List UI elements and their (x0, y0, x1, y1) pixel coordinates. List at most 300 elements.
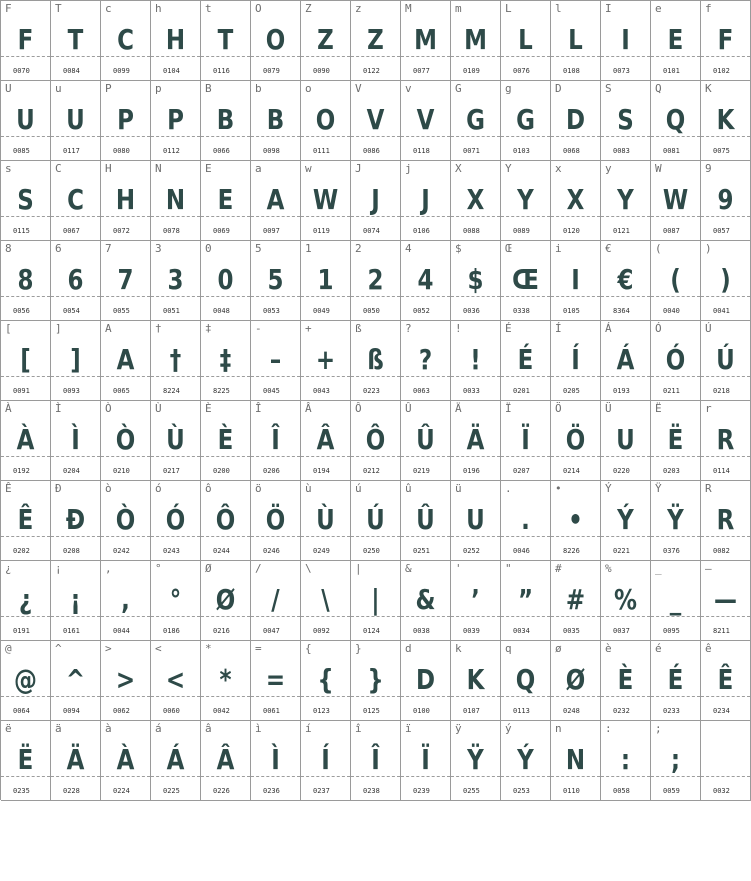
glyph-cell-code: 0094 (63, 707, 80, 715)
glyph-cell (201, 1, 251, 81)
glyph-cell (551, 481, 601, 561)
glyph-cell-label: ö (255, 482, 262, 495)
glyph-cell-baseline (1, 136, 50, 137)
glyph-cell (351, 401, 401, 481)
glyph-cell (451, 721, 501, 801)
glyph-cell (1, 481, 51, 561)
glyph-cell-label: b (255, 82, 262, 95)
glyph-cell (151, 161, 201, 241)
glyph-cell-baseline (301, 776, 350, 777)
glyph-cell-baseline (251, 136, 300, 137)
glyph-cell-baseline (701, 776, 750, 777)
glyph-cell-label: 9 (705, 162, 712, 175)
glyph-cell-baseline (551, 536, 600, 537)
glyph-cell-label: ü (455, 482, 462, 495)
glyph-cell (551, 721, 601, 801)
glyph-cell-preview: Ÿ (667, 503, 684, 536)
glyph-cell-code: 0058 (613, 787, 630, 795)
glyph-cell-baseline (401, 296, 450, 297)
glyph-cell-label: / (255, 562, 262, 575)
glyph-cell-preview: + (315, 343, 336, 376)
glyph-cell-code: 0224 (113, 787, 130, 795)
glyph-cell-baseline (651, 296, 700, 297)
glyph-cell-label: d (405, 642, 412, 655)
glyph-cell-preview: A (266, 183, 285, 216)
glyph-cell (551, 161, 601, 241)
glyph-cell (101, 401, 151, 481)
glyph-cell (51, 401, 101, 481)
glyph-cell-preview: ^ (65, 663, 86, 696)
glyph-cell-label: ë (5, 722, 12, 735)
glyph-cell (1, 561, 51, 641)
glyph-cell-baseline (351, 616, 400, 617)
glyph-cell-baseline (601, 136, 650, 137)
glyph-cell-preview: Á (616, 343, 635, 376)
glyph-cell-label: 4 (405, 242, 412, 255)
glyph-cell (1, 721, 51, 801)
glyph-cell-preview: Û (416, 423, 435, 456)
glyph-cell-baseline (601, 216, 650, 217)
glyph-cell (101, 641, 151, 721)
glyph-cell-baseline (601, 536, 650, 537)
glyph-cell-label: j (405, 162, 412, 175)
glyph-cell (651, 721, 701, 801)
glyph-cell-code: 0059 (663, 787, 680, 795)
glyph-cell-baseline (351, 296, 400, 297)
glyph-cell-code: 0220 (613, 467, 630, 475)
glyph-cell-code: 0250 (363, 547, 380, 555)
glyph-cell-label: n (555, 722, 562, 735)
glyph-cell-preview: Ï (421, 743, 430, 776)
glyph-cell-label: ' (455, 562, 462, 575)
glyph-cell-baseline (51, 216, 100, 217)
glyph-cell-baseline (1, 376, 50, 377)
glyph-cell-label: P (105, 82, 112, 95)
glyph-cell (401, 721, 451, 801)
glyph-cell-baseline (651, 376, 700, 377)
glyph-cell-label: ò (105, 482, 112, 495)
glyph-cell-label: * (205, 642, 212, 655)
glyph-cell-code: 0186 (163, 627, 180, 635)
glyph-cell-label: v (405, 82, 412, 95)
glyph-cell (651, 161, 701, 241)
glyph-cell-label: 8 (5, 242, 12, 255)
glyph-cell-code: 0119 (313, 227, 330, 235)
glyph-cell-code: 0036 (463, 307, 480, 315)
glyph-cell-code: 0045 (263, 387, 280, 395)
glyph-cell-baseline (701, 616, 750, 617)
glyph-cell-code: 0060 (163, 707, 180, 715)
glyph-cell-code: 0038 (413, 627, 430, 635)
glyph-cell-preview: G (516, 103, 535, 136)
glyph-cell-baseline (501, 616, 550, 617)
glyph-cell (551, 561, 601, 641)
glyph-cell (651, 321, 701, 401)
glyph-cell-baseline (51, 376, 100, 377)
glyph-cell-code: 8211 (713, 627, 730, 635)
glyph-cell-code: 0086 (363, 147, 380, 155)
glyph-cell-baseline (601, 296, 650, 297)
glyph-cell-baseline (701, 296, 750, 297)
glyph-cell (551, 241, 601, 321)
glyph-cell (401, 641, 451, 721)
glyph-cell-preview: W (662, 183, 689, 216)
glyph-cell-label: ° (155, 562, 162, 575)
glyph-cell-baseline (301, 216, 350, 217)
glyph-cell-code: 0101 (663, 67, 680, 75)
glyph-cell-preview: Á (166, 743, 185, 776)
glyph-cell-preview: K (716, 103, 735, 136)
glyph-cell-preview: É (667, 663, 684, 696)
glyph-cell-baseline (501, 776, 550, 777)
glyph-cell-preview: Ø (215, 583, 236, 616)
glyph-cell (701, 721, 751, 801)
glyph-cell-preview: X (466, 183, 485, 216)
glyph-cell-label: ó (155, 482, 162, 495)
glyph-cell-preview: Ú (716, 343, 735, 376)
glyph-cell-label: \ (305, 562, 312, 575)
glyph-cell-preview: { (317, 663, 334, 696)
glyph-cell-preview: Ò (115, 503, 136, 536)
glyph-cell-preview: † (169, 343, 182, 376)
glyph-cell-code: 0050 (363, 307, 380, 315)
glyph-cell-label: ) (705, 242, 712, 255)
glyph-cell-baseline (201, 296, 250, 297)
glyph-cell (601, 1, 651, 81)
glyph-cell-baseline (551, 616, 600, 617)
glyph-cell-baseline (501, 296, 550, 297)
glyph-cell (251, 561, 301, 641)
glyph-cell-label: ¡ (55, 562, 62, 575)
glyph-cell-baseline (251, 56, 300, 57)
glyph-cell-preview: Î (371, 743, 380, 776)
glyph-cell-label: Ò (105, 402, 112, 415)
glyph-cell-preview: Z (317, 23, 334, 56)
glyph-cell (101, 321, 151, 401)
glyph-cell-label: À (5, 402, 12, 415)
glyph-cell-label: T (55, 2, 62, 15)
glyph-cell-label: ‡ (205, 322, 212, 335)
glyph-cell-preview: R (716, 423, 735, 456)
glyph-cell-code: 0071 (463, 147, 480, 155)
glyph-cell (701, 641, 751, 721)
glyph-cell-preview: P (117, 103, 134, 136)
glyph-cell-preview: T (217, 23, 234, 56)
glyph-cell-code: 0099 (113, 67, 130, 75)
glyph-cell (351, 161, 401, 241)
glyph-cell-code: 0055 (113, 307, 130, 315)
glyph-cell-label: u (55, 82, 62, 95)
glyph-cell-preview: Ê (17, 503, 34, 536)
glyph-cell-baseline (401, 56, 450, 57)
glyph-cell-label: Ð (55, 482, 62, 495)
glyph-cell-baseline (251, 456, 300, 457)
glyph-cell-preview: 3 (167, 263, 184, 296)
glyph-cell (101, 241, 151, 321)
glyph-cell-code: 0035 (563, 627, 580, 635)
glyph-cell-code: 0074 (363, 227, 380, 235)
glyph-cell-label: F (5, 2, 12, 15)
glyph-cell-code: 0091 (13, 387, 30, 395)
glyph-cell-baseline (551, 456, 600, 457)
glyph-cell-code: 0123 (313, 707, 330, 715)
glyph-cell-preview: Q (665, 103, 686, 136)
glyph-cell (201, 401, 251, 481)
glyph-cell-label: f (705, 2, 712, 15)
glyph-cell-label: A (105, 322, 112, 335)
glyph-cell-code: 0047 (263, 627, 280, 635)
glyph-cell-code: 0251 (413, 547, 430, 555)
glyph-cell (601, 561, 651, 641)
glyph-cell-code: 0037 (613, 627, 630, 635)
glyph-cell (1, 321, 51, 401)
glyph-cell (101, 161, 151, 241)
glyph-cell-code: 0107 (463, 707, 480, 715)
glyph-cell-baseline (501, 376, 550, 377)
glyph-cell-label: ^ (55, 642, 62, 655)
glyph-cell-preview: C (67, 183, 84, 216)
glyph-cell-preview: X (566, 183, 585, 216)
glyph-cell-baseline (201, 616, 250, 617)
glyph-cell (201, 641, 251, 721)
glyph-cell-label: C (55, 162, 62, 175)
glyph-cell-label: S (605, 82, 612, 95)
glyph-cell-code: 0033 (463, 387, 480, 395)
glyph-cell-baseline (401, 376, 450, 377)
glyph-cell (1, 641, 51, 721)
glyph-cell-label: ; (655, 722, 662, 735)
glyph-cell-label: $ (455, 242, 462, 255)
glyph-cell-label: % (605, 562, 612, 575)
glyph-cell-baseline (701, 56, 750, 57)
glyph-cell-preview: T (67, 23, 84, 56)
glyph-cell-preview: < (165, 663, 186, 696)
glyph-cell-baseline (351, 136, 400, 137)
glyph-cell-code: 8226 (563, 547, 580, 555)
glyph-cell-code: 0040 (663, 307, 680, 315)
glyph-cell (451, 641, 501, 721)
glyph-cell (101, 1, 151, 81)
glyph-cell-code: 0076 (513, 67, 530, 75)
glyph-cell-label: e (655, 2, 662, 15)
glyph-cell-baseline (401, 776, 450, 777)
glyph-cell-code: 0217 (163, 467, 180, 475)
glyph-cell-label: ä (55, 722, 62, 735)
glyph-cell-baseline (351, 56, 400, 57)
glyph-cell (301, 1, 351, 81)
glyph-cell (501, 401, 551, 481)
glyph-cell-preview: L (518, 23, 533, 56)
glyph-cell-code: 0253 (513, 787, 530, 795)
glyph-cell-code: 0200 (213, 467, 230, 475)
glyph-cell-baseline (151, 696, 200, 697)
glyph-cell-label: Ê (5, 482, 12, 495)
glyph-cell-preview: $ (467, 263, 484, 296)
glyph-cell-baseline (101, 696, 150, 697)
glyph-cell-preview: ” (517, 583, 534, 616)
glyph-cell-baseline (251, 776, 300, 777)
glyph-cell (551, 321, 601, 401)
glyph-cell-preview: = (265, 663, 286, 696)
glyph-cell-preview: S (17, 183, 34, 216)
glyph-cell (451, 321, 501, 401)
glyph-cell (501, 481, 551, 561)
glyph-cell-baseline (601, 56, 650, 57)
glyph-cell-preview: E (667, 23, 684, 56)
glyph-cell-baseline (301, 296, 350, 297)
glyph-cell (701, 401, 751, 481)
glyph-cell-baseline (551, 216, 600, 217)
glyph-cell-code: 0228 (63, 787, 80, 795)
glyph-cell-preview: Ê (717, 663, 734, 696)
glyph-cell-preview: Ú (366, 503, 385, 536)
glyph-cell-preview: M (464, 23, 487, 56)
glyph-cell (601, 641, 651, 721)
glyph-cell-code: 0117 (63, 147, 80, 155)
glyph-cell (151, 321, 201, 401)
glyph-cell (151, 641, 201, 721)
glyph-cell-baseline (601, 616, 650, 617)
glyph-cell-code: 0063 (413, 387, 430, 395)
glyph-cell-code: 0062 (113, 707, 130, 715)
glyph-cell-code: 0206 (263, 467, 280, 475)
glyph-cell-baseline (151, 216, 200, 217)
glyph-cell-baseline (1, 56, 50, 57)
glyph-cell (251, 401, 301, 481)
glyph-cell-label: O (255, 2, 262, 15)
glyph-cell-label: X (455, 162, 462, 175)
glyph-cell-code: 0088 (463, 227, 480, 235)
glyph-cell-label: } (355, 642, 362, 655)
glyph-cell-code: 0092 (313, 627, 330, 635)
glyph-cell-code: 0193 (613, 387, 630, 395)
glyph-cell (1, 81, 51, 161)
glyph-cell-label: ï (405, 722, 412, 735)
glyph-cell (1, 161, 51, 241)
glyph-cell-label: W (655, 162, 662, 175)
glyph-cell-label: é (655, 642, 662, 655)
glyph-cell-label: Y (505, 162, 512, 175)
glyph-cell-preview: U (66, 103, 85, 136)
glyph-cell-preview: O (265, 23, 286, 56)
glyph-cell-code: 0233 (663, 707, 680, 715)
glyph-cell-baseline (601, 696, 650, 697)
glyph-cell-baseline (351, 376, 400, 377)
glyph-cell-baseline (101, 136, 150, 137)
glyph-cell (151, 481, 201, 561)
glyph-cell-code: 0049 (313, 307, 330, 315)
glyph-cell (651, 481, 701, 561)
glyph-cell-baseline (101, 56, 150, 57)
glyph-cell-baseline (651, 216, 700, 217)
glyph-cell (601, 241, 651, 321)
glyph-cell (51, 641, 101, 721)
glyph-cell (401, 561, 451, 641)
glyph-cell-baseline (701, 136, 750, 137)
glyph-cell (201, 81, 251, 161)
glyph-cell-label: € (605, 242, 612, 255)
glyph-cell-label: ù (305, 482, 312, 495)
glyph-cell-baseline (551, 296, 600, 297)
glyph-cell-baseline (651, 696, 700, 697)
glyph-cell-code: 0048 (213, 307, 230, 315)
glyph-cell (351, 241, 401, 321)
glyph-cell-label: Á (605, 322, 612, 335)
glyph-cell-baseline (201, 456, 250, 457)
glyph-cell-label: & (405, 562, 412, 575)
glyph-cell-code: 0214 (563, 467, 580, 475)
glyph-cell-baseline (651, 776, 700, 777)
glyph-cell (551, 81, 601, 161)
glyph-cell (451, 81, 501, 161)
glyph-cell-code: 0093 (63, 387, 80, 395)
glyph-cell-code: 0118 (413, 147, 430, 155)
glyph-cell-label: N (155, 162, 162, 175)
glyph-cell-label: è (605, 642, 612, 655)
glyph-cell-preview: Z (367, 23, 384, 56)
glyph-cell-label: È (205, 402, 212, 415)
glyph-cell-baseline (101, 456, 150, 457)
glyph-cell (1, 401, 51, 481)
glyph-cell (201, 241, 251, 321)
glyph-cell-baseline (301, 616, 350, 617)
glyph-cell-baseline (151, 56, 200, 57)
glyph-cell-label: à (105, 722, 112, 735)
glyph-cell-preview: È (217, 423, 234, 456)
glyph-cell-baseline (251, 376, 300, 377)
glyph-cell-baseline (301, 536, 350, 537)
glyph-cell-baseline (101, 296, 150, 297)
glyph-cell-baseline (451, 456, 500, 457)
glyph-cell-label: Ï (505, 402, 512, 415)
glyph-cell-baseline (51, 296, 100, 297)
glyph-cell-label: Ö (555, 402, 562, 415)
glyph-cell-label: ê (705, 642, 712, 655)
glyph-cell (451, 241, 501, 321)
glyph-cell-label: 1 (305, 242, 312, 255)
glyph-cell-preview: E (217, 183, 234, 216)
glyph-cell-code: 0095 (663, 627, 680, 635)
glyph-cell-label: k (455, 642, 462, 655)
glyph-cell-baseline (651, 56, 700, 57)
glyph-cell-preview: I (621, 23, 630, 56)
glyph-cell-label: ! (455, 322, 462, 335)
glyph-cell-code: 0106 (413, 227, 430, 235)
glyph-cell-code: 0204 (63, 467, 80, 475)
glyph-cell-preview: Ì (271, 743, 280, 776)
glyph-cell-code: 0073 (613, 67, 630, 75)
glyph-cell-preview: , (121, 583, 130, 616)
glyph-cell-label: ? (405, 322, 412, 335)
glyph-cell-label: ¿ (5, 562, 12, 575)
glyph-cell-label: > (105, 642, 112, 655)
glyph-cell-code: 8224 (163, 387, 180, 395)
glyph-cell-code: 0069 (213, 227, 230, 235)
glyph-cell (601, 481, 651, 561)
glyph-cell-preview: B (216, 103, 235, 136)
glyph-cell-label: † (155, 322, 162, 335)
glyph-cell-code: 8364 (613, 307, 630, 315)
glyph-cell-label: Ô (355, 402, 362, 415)
glyph-cell (301, 641, 351, 721)
glyph-cell (551, 641, 601, 721)
glyph-cell (251, 241, 301, 321)
glyph-cell-code: 0255 (463, 787, 480, 795)
glyph-cell-code: 0089 (513, 227, 530, 235)
glyph-cell-label: Ø (205, 562, 212, 575)
glyph-cell-preview: F (17, 23, 34, 56)
glyph-cell-label: h (155, 2, 162, 15)
